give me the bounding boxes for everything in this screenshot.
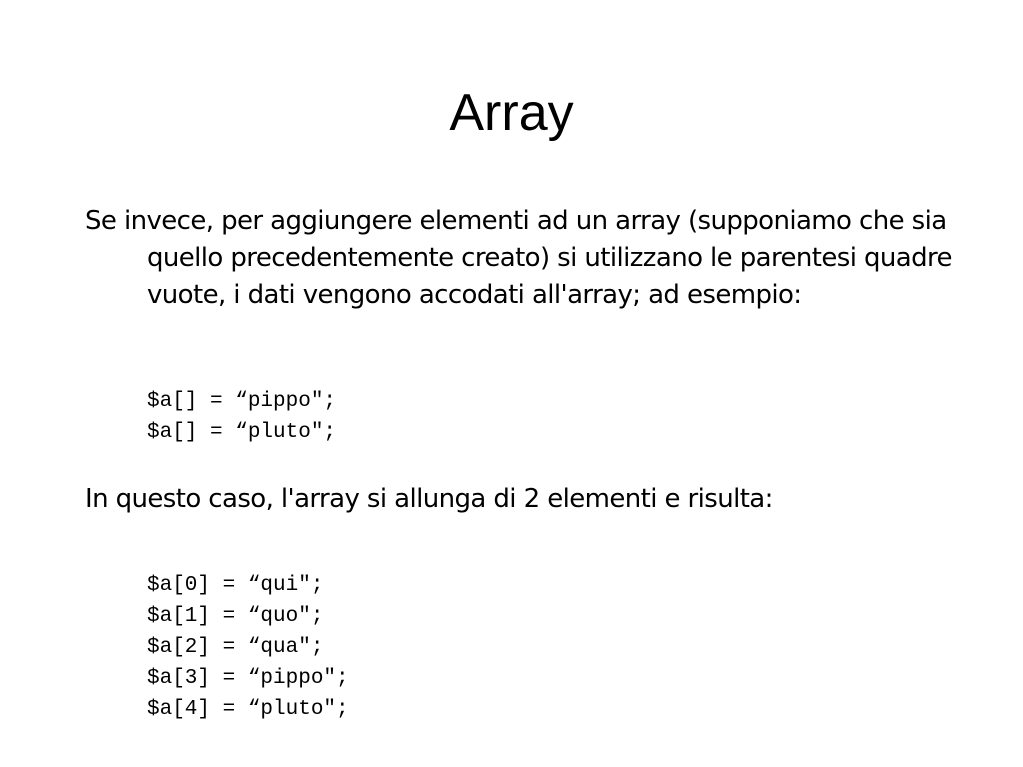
result-code-block bbox=[147, 570, 349, 725]
code-line: $a[2] = “qua"; bbox=[147, 636, 324, 659]
slide-title: Array bbox=[449, 84, 574, 142]
result-paragraph: In questo caso, l'array si allunga di 2 elementi e risulta: bbox=[85, 484, 773, 514]
code-line: $a[1] = “quo"; bbox=[147, 605, 324, 628]
code-line: $a[0] = “qui"; bbox=[147, 574, 324, 597]
intro-paragraph: Se invece, per aggiungere elementi ad un array (supponiamo che sia quello precedentemente creato) si utilizzano le parentesi quadre vuote, i dati vengono accodati all'array; ad esempio: bbox=[85, 206, 952, 310]
code-line: $a[3] = “pippo"; bbox=[147, 667, 349, 690]
code-line: $a[] = “pluto"; bbox=[147, 421, 337, 444]
append-code-block bbox=[147, 386, 336, 448]
code-line: $a[4] = “pluto"; bbox=[147, 698, 349, 721]
code-line: $a[] = “pippo"; bbox=[147, 390, 337, 413]
